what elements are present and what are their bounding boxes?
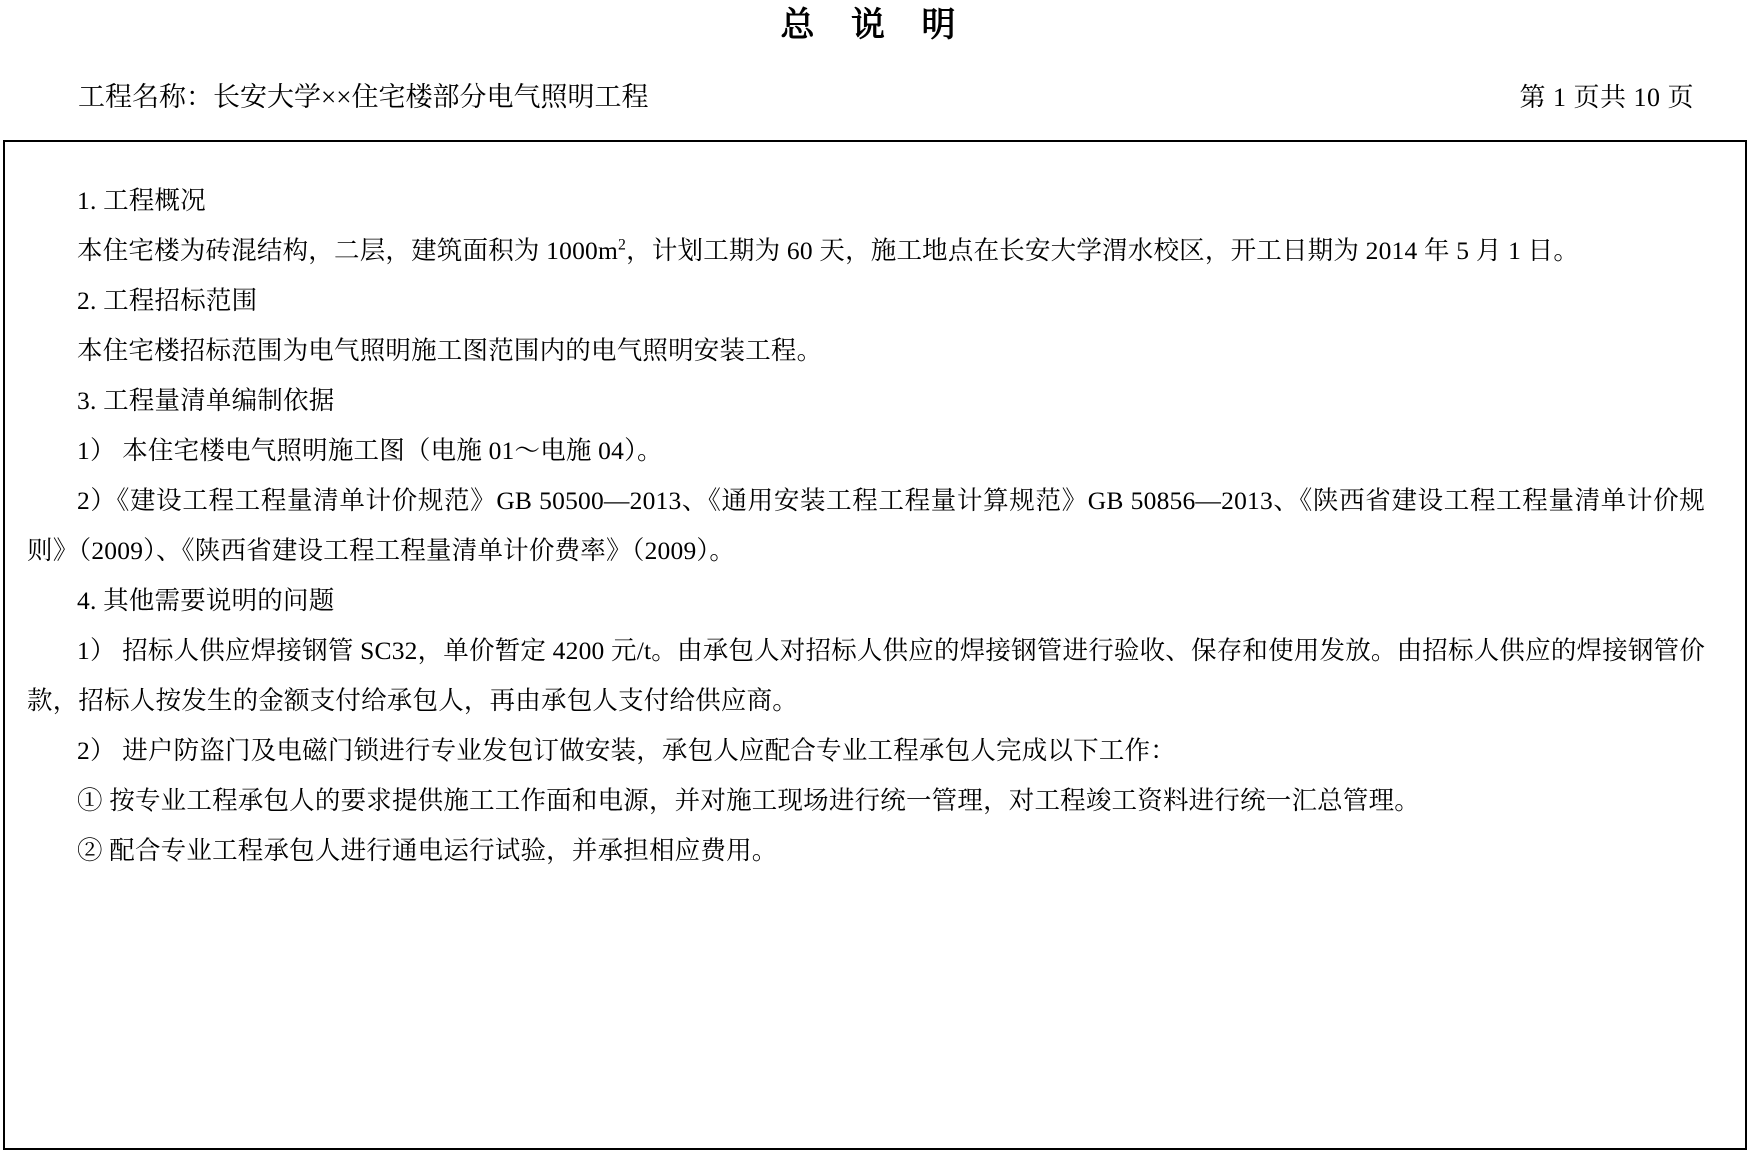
- section-1-paragraph-1: [27, 226, 1705, 276]
- section-4-item-1: 1） 招标人供应焊接钢管 SC32，单价暂定 4200 元/t。由承包人对招标人供应的焊接钢管进行验收、保存和使用发放。由招标人供应的焊接钢管价款，招标人按发生的金额支付给承包人，再由承包人支付给供应商。: [27, 636, 1706, 715]
- section-3-item-1: 1） 本住宅楼电气照明施工图（电施 01～电施 04）。: [77, 436, 663, 465]
- section-4-item-3: ① 按专业工程承包人的要求提供施工工作面和电源，并对施工现场进行统一管理，对工程竣工资料进行统一汇总管理。: [77, 786, 1420, 815]
- document-body: [3, 140, 1747, 1150]
- section-4-item-2: 2） 进户防盗门及电磁门锁进行专业发包订做安装，承包人应配合专业工程承包人完成以下工作：: [77, 736, 1176, 765]
- section-1-paragraph-1-part-b: ，计划工期为 60 天，施工地点在长安大学渭水校区，开工日期为 2014 年 5 月 1 日。: [626, 236, 1580, 265]
- section-4-heading: 4. 其他需要说明的问题: [77, 586, 335, 615]
- page-number-label: 第 1 页共 10 页: [1519, 82, 1694, 112]
- section-2-paragraph-1: 本住宅楼招标范围为电气照明施工图范围内的电气照明安装工程。: [77, 336, 823, 365]
- project-name-label: 工程名称：长安大学××住宅楼部分电气照明工程: [78, 81, 649, 112]
- section-1-heading: 1. 工程概况: [77, 186, 206, 215]
- section-1-paragraph-1-part-a: 本住宅楼为砖混结构，二层，建筑面积为 1000m: [77, 236, 619, 265]
- document-header: [0, 47, 1750, 113]
- section-3-heading: 3. 工程量清单编制依据: [77, 386, 335, 415]
- page-title: 总 说 明: [780, 7, 970, 44]
- section-4-item-4: ② 配合专业工程承包人进行通电运行试验，并承担相应费用。: [77, 836, 778, 865]
- section-3-item-2: 2）《建设工程工程量清单计价规范》GB 50500—2013、《通用安装工程工程量计算规范》GB 50856—2013、《陕西省建设工程工程量清单计价规则》（2009）、《陕西省建设工程工程量清单计价费率》（2009）。: [27, 486, 1705, 565]
- area-unit-superscript: 2: [618, 236, 627, 254]
- section-2-heading: 2. 工程招标范围: [77, 286, 258, 315]
